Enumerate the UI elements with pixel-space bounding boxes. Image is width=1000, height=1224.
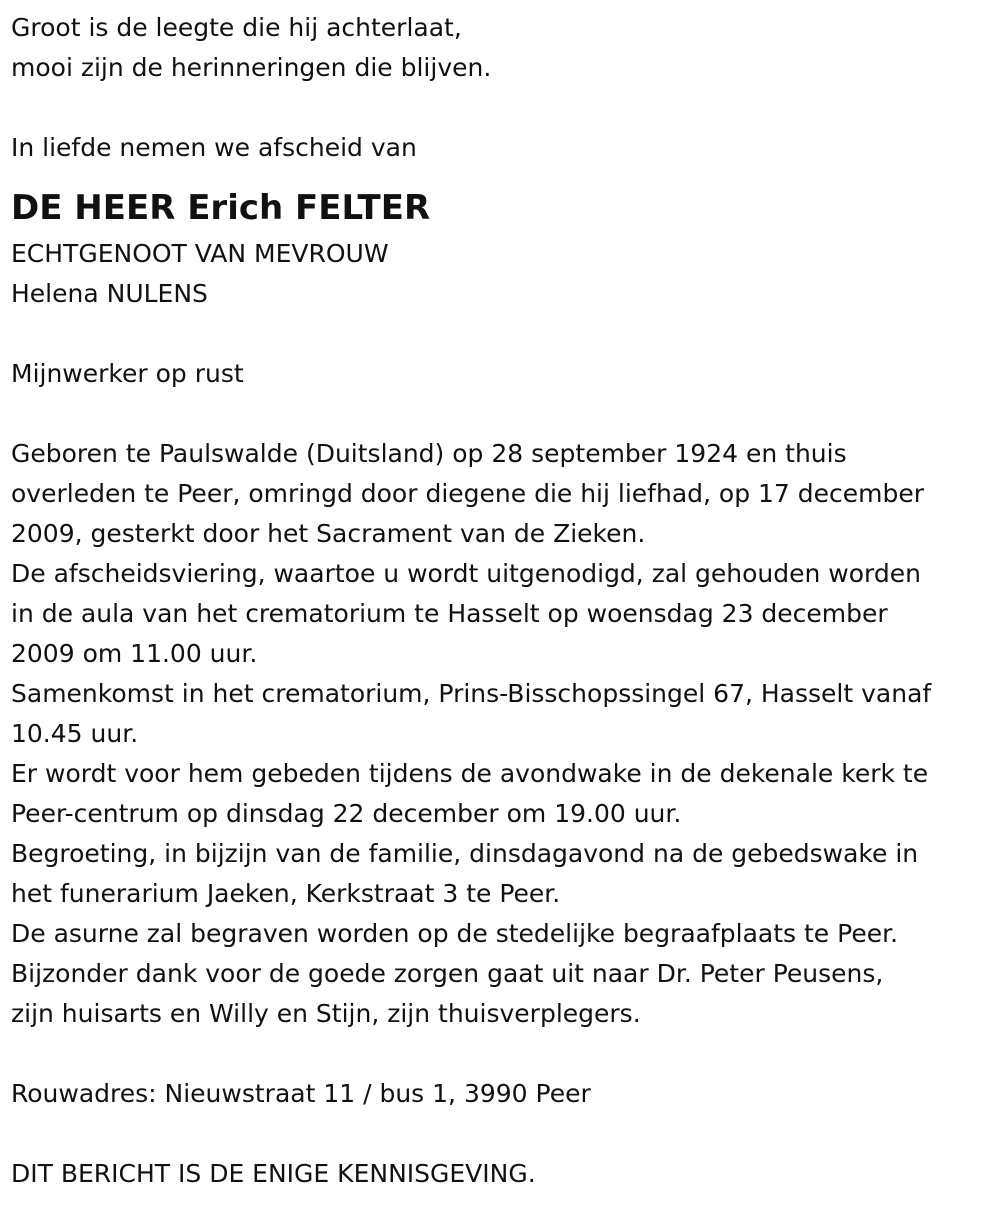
body-line: Geboren te Paulswalde (Duitsland) op 28 september 1924 en thuis [11,439,847,468]
spacer [11,394,1000,434]
mourning-address: Rouwadres: Nieuwstraat 11 / bus 1, 3990 Peer [11,1079,591,1108]
body-line: overleden te Peer, omringd door diegene die hij liefhad, op 17 december [11,479,925,508]
body-line: 2009, gesterkt door het Sacrament van de Zieken. [11,519,646,548]
body-line: Bijzonder dank voor de goede zorgen gaat uit naar Dr. Peter Peusens, [11,959,884,988]
spouse-name: Helena NULENS [11,279,208,308]
body-line: Samenkomst in het crematorium, Prins-Bisschopssingel 67, Hasselt vanaf [11,679,932,708]
body-line: in de aula van het crematorium te Hasselt op woensdag 23 december [11,599,888,628]
poem-line: Groot is de leegte die hij achterlaat, [11,13,462,42]
poem [11,8,1000,88]
notice-line: DIT BERICHT IS DE ENIGE KENNISGEVING. [11,1159,536,1188]
body-line: Begroeting, in bijzijn van de familie, dinsdagavond na de gebedswake in [11,839,919,868]
body-line: het funerarium Jaeken, Kerkstraat 3 te Peer. [11,879,561,908]
spouse-label: ECHTGENOOT VAN MEVROUW [11,239,389,268]
occupation: Mijnwerker op rust [11,359,244,388]
body-line: De afscheidsviering, waartoe u wordt uitgenodigd, zal gehouden worden [11,559,921,588]
spacer [11,88,1000,128]
spacer [11,314,1000,354]
body-line: De asurne zal begraven worden op de stedelijke begraafplaats te Peer. [11,919,899,948]
body-line: Peer-centrum op dinsdag 22 december om 19.00 uur. [11,799,682,828]
body-line: Er wordt voor hem gebeden tijdens de avondwake in de dekenale kerk te [11,759,929,788]
deceased-name: DE HEER Erich FELTER [11,188,431,228]
spacer [11,1114,1000,1154]
spacer [11,1034,1000,1074]
announcement-body [11,434,1000,1034]
intro-text: In liefde nemen we afscheid van [11,133,417,162]
poem-line: mooi zijn de herinneringen die blijven. [11,53,492,82]
body-line: 10.45 uur. [11,719,139,748]
body-line: zijn huisarts en Willy en Stijn, zijn thuisverplegers. [11,999,641,1028]
body-line: 2009 om 11.00 uur. [11,639,258,668]
